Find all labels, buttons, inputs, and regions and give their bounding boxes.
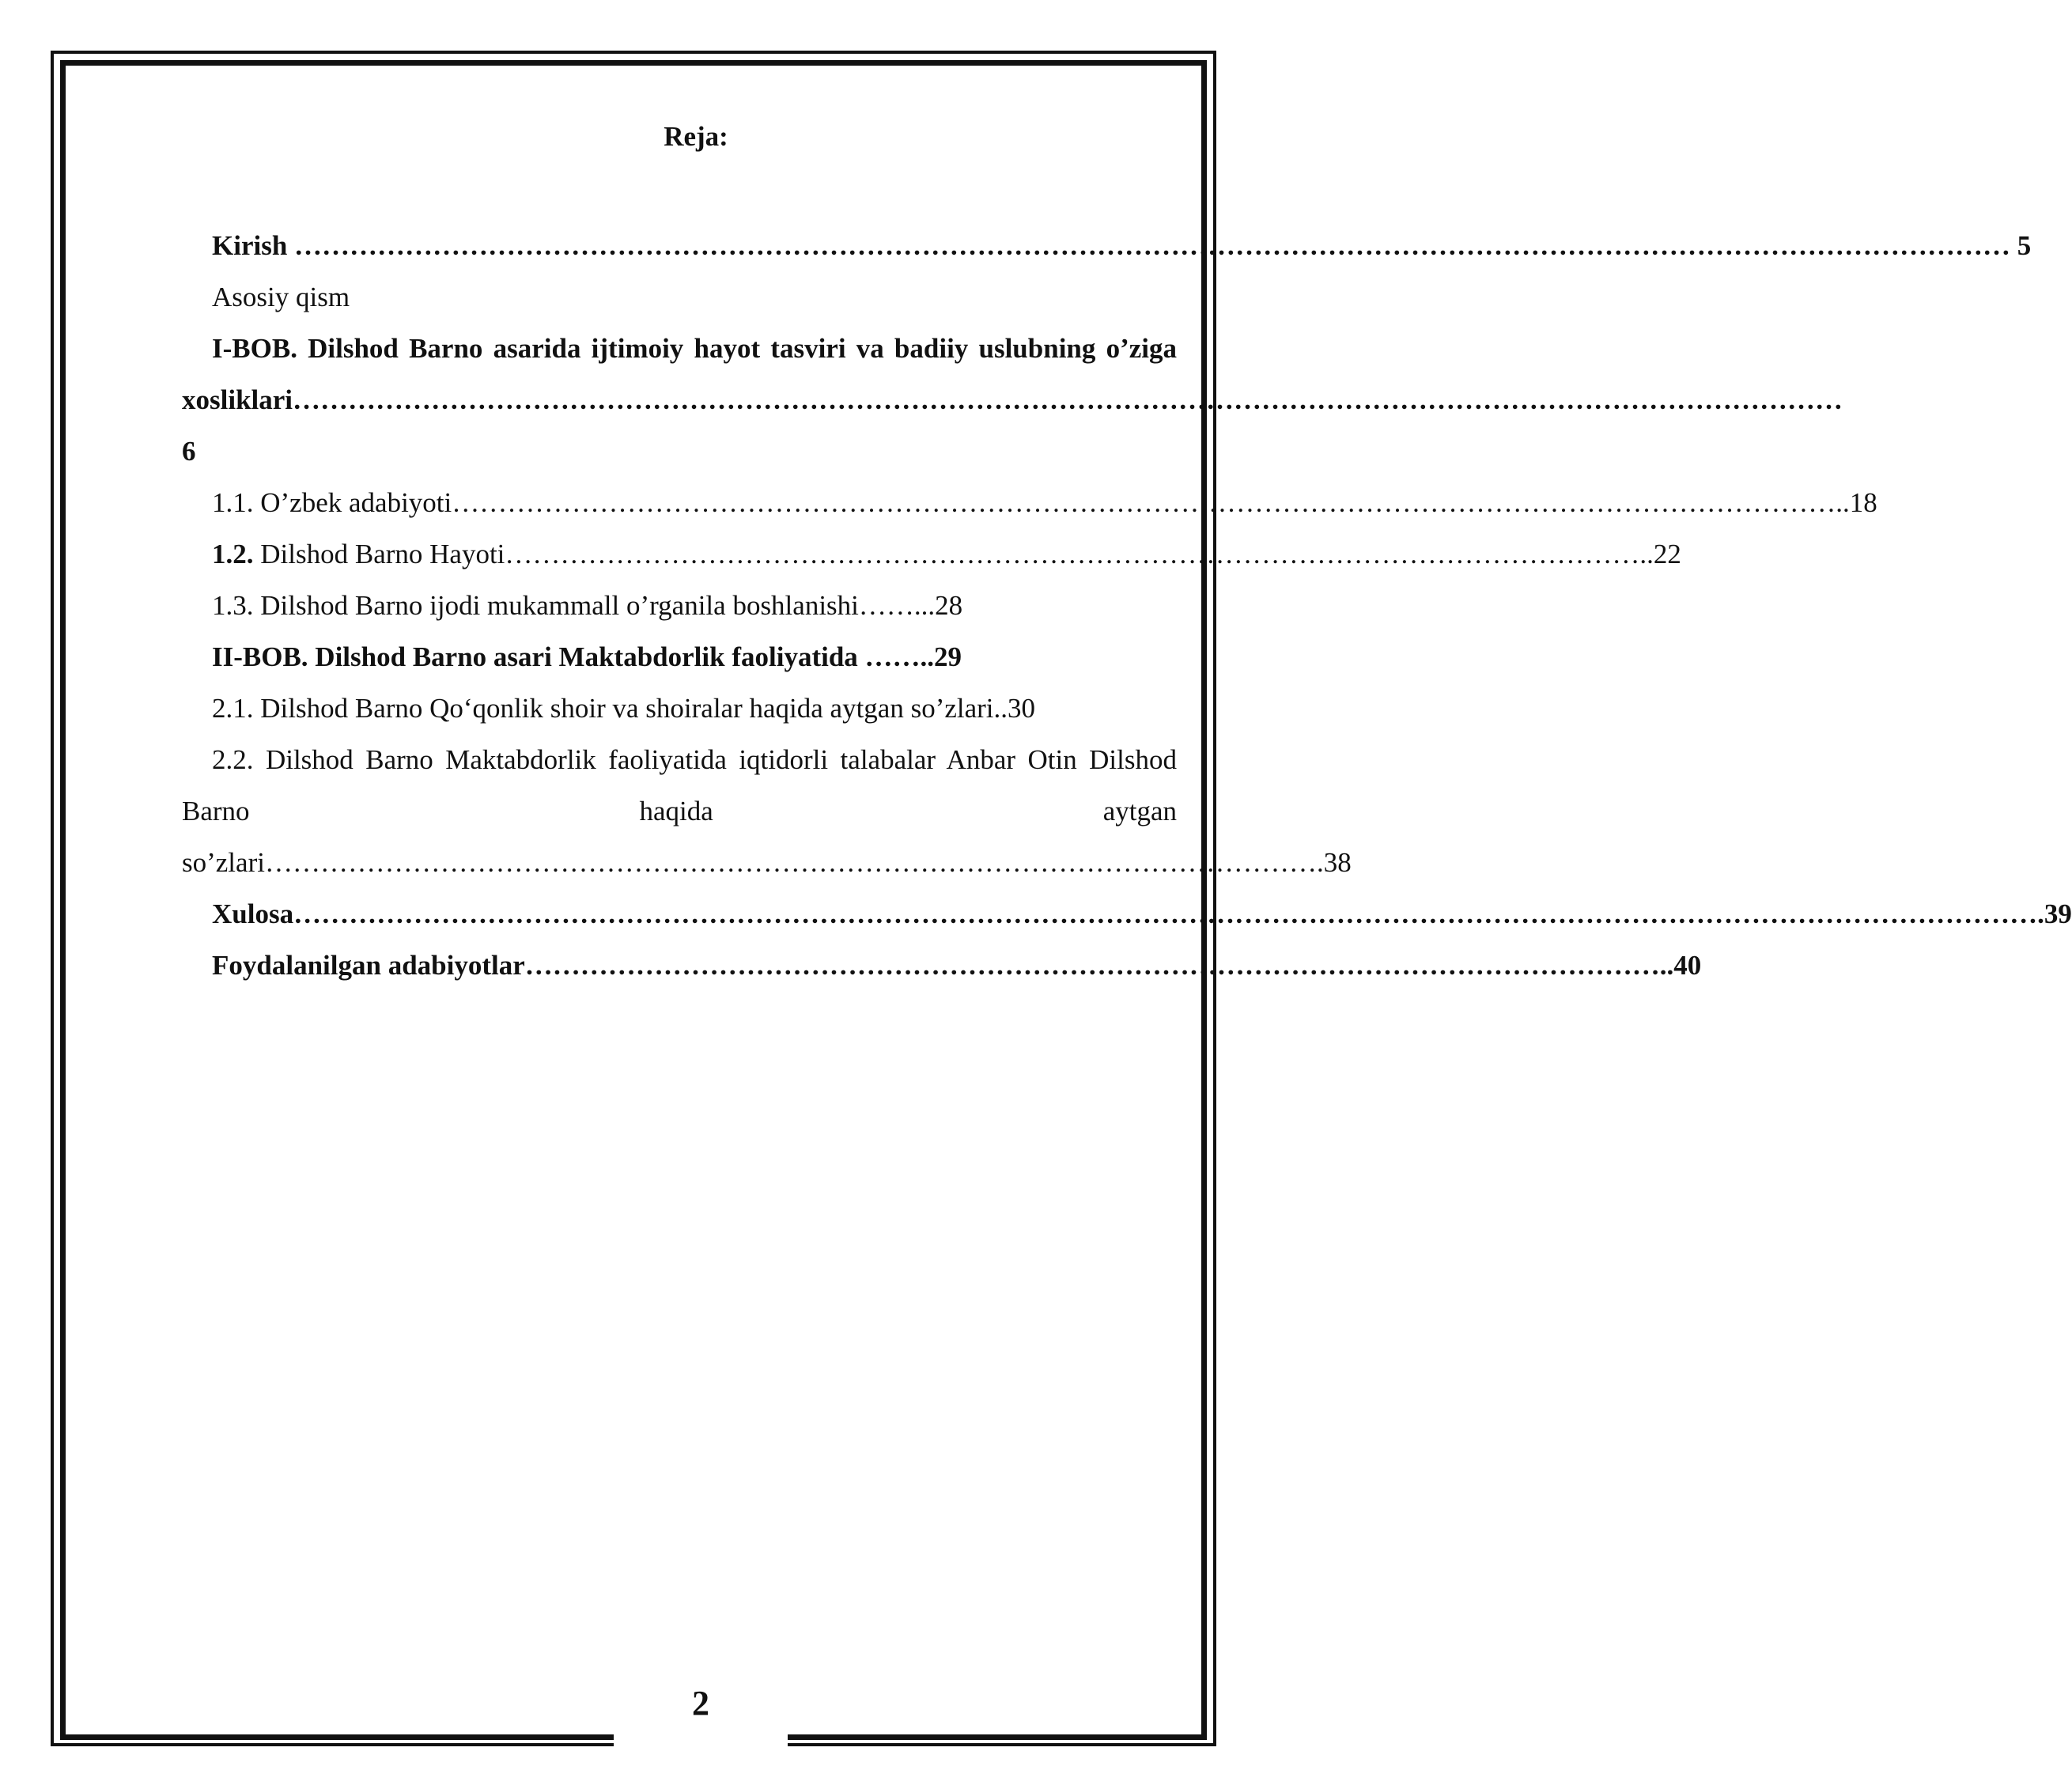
table-of-contents [182,220,2072,991]
toc-entry-1-3: 1.3. Dilshod Barno ijodi mukammall o’rganila boshlanishi……...28 [212,590,963,621]
toc-entry-kirish: Kirish …………………………………………………………………………………………………………………………………………………………………… 5 [212,230,2032,261]
toc-entry-2-1: 2.1. Dilshod Barno Qo‘qonlik shoir va shoiralar haqida aytgan so’zlari..30 [212,693,1036,724]
toc-entry-chapter-2: II-BOB. Dilshod Barno asari Maktabdorlik faoliyatida ……..29 [212,641,962,672]
toc-entry-1-1: 1.1. O’zbek adabiyoti……………………………………………………………………………………………………………………………………..18 [212,487,1877,518]
toc-entry-2-2: 2.2. Dilshod Barno Maktabdorlik faoliyatida iqtidorli talabalar Anbar Otin Dilshod Barno haqida aytgan so’zlari…………………………………………………………………………………………………….38 [182,744,1352,878]
toc-entry-chapter-1: I-BOB. Dilshod Barno asarida ijtimoiy hayot tasviri va badiiy uslubning o’ziga xosliklari……………………………………………………………………………………………………………………………………………………6 [182,333,1843,467]
toc-entry-1-2 [182,528,1681,580]
page-title: Reja: [664,121,728,152]
page-border-bottom-right-outer [788,1743,1216,1746]
toc-entry-xulosa: Xulosa……………………………………………………………………………………………………………………………………………………………………….39 [212,898,2072,929]
page-border-bottom-left-outer [51,1743,614,1746]
toc-entry-1-2-text: Dilshod Barno Hayoti……………………………………………………………………………………………………………..22 [253,539,1681,569]
page-border-bottom-left-inner [60,1734,614,1740]
page-border-bottom-right-inner [788,1734,1207,1740]
toc-entry-adabiyotlar: Foydalanilgan adabiyotlar……………………………………………………………………………………………………………..40 [212,950,1702,981]
toc-entry-1-2-label: 1.2. [212,539,254,569]
page-number: 2 [692,1684,709,1723]
toc-entry-asosiy-qism: Asosiy qism [212,282,350,312]
